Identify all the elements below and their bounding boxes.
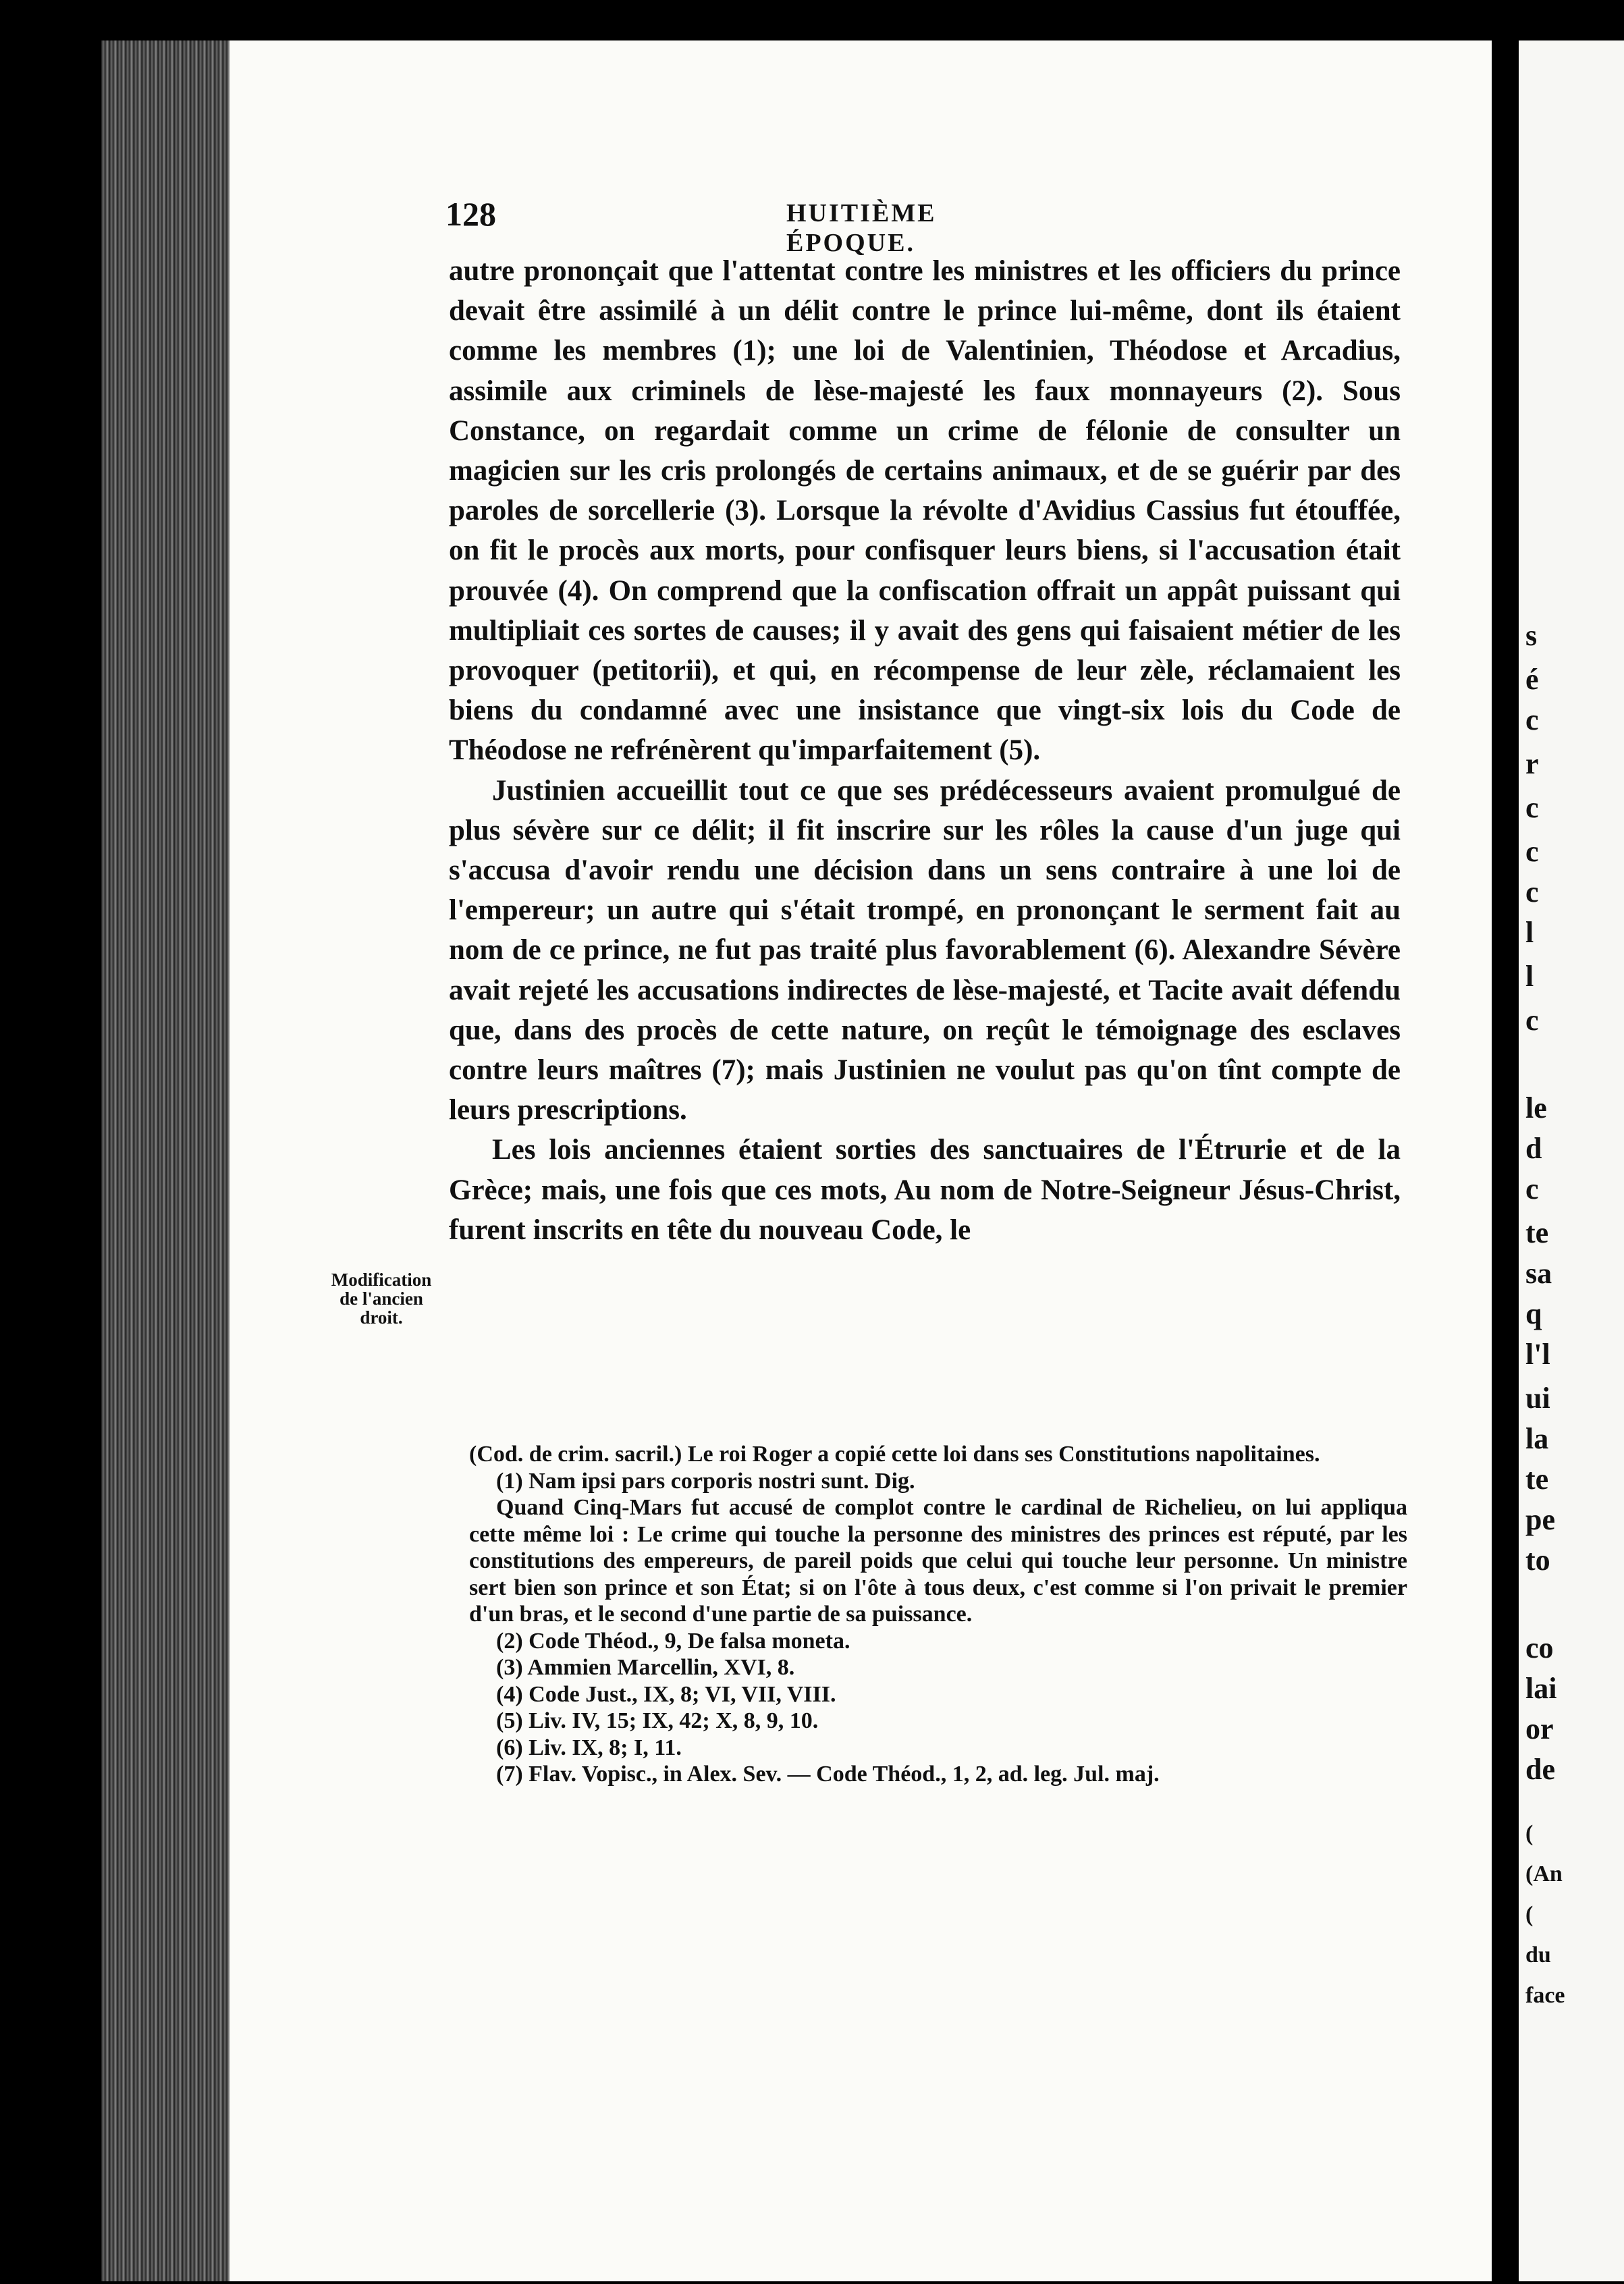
adjacent-page-fragment: q	[1525, 1297, 1542, 1330]
adjacent-page-fragment: l	[1525, 960, 1534, 993]
adjacent-page-fragment: c	[1525, 875, 1539, 908]
adjacent-page-fragment: c	[1525, 791, 1539, 824]
adjacent-page-fragment: co	[1525, 1631, 1554, 1664]
adjacent-page-fragment: c	[1525, 835, 1539, 868]
adjacent-page-fragment: ui	[1525, 1382, 1550, 1415]
footnote: (2) Code Théod., 9, De falsa moneta.	[496, 1628, 850, 1654]
adjacent-page-fragment: pe	[1525, 1503, 1555, 1536]
footnote: (5) Liv. IV, 15; IX, 42; X, 8, 9, 10.	[496, 1708, 819, 1733]
footnote: (1) Nam ipsi pars corporis nostri sunt. Dig.	[496, 1468, 915, 1494]
adjacent-page-fragment: r	[1525, 747, 1539, 780]
adjacent-page-fragment: or	[1525, 1712, 1554, 1745]
adjacent-page-fragment: é	[1525, 663, 1539, 696]
margin-note	[317, 1270, 445, 1327]
adjacent-page-fragment: du	[1525, 1942, 1551, 1967]
adjacent-page-fragment: de	[1525, 1753, 1555, 1786]
adjacent-page-fragment: la	[1525, 1422, 1549, 1455]
running-head: HUITIÈME ÉPOQUE.	[786, 199, 937, 257]
adjacent-page-fragment: l	[1525, 916, 1534, 949]
adjacent-page-fragment: lai	[1525, 1672, 1557, 1705]
body-text	[449, 251, 1401, 1250]
footnote: Quand Cinq-Mars fut accusé de complot contre le cardinal de Richelieu, on lui appliqua cette même loi : Le crime qui touche la personne des ministres des princes est réputé, par les constitutions des empereurs, de pareil poids que celui qui touche leur personne. Un ministre sert bien son prince et son État; si on l'ôte à tous deux, c'est comme si l'on privait le premier d'un bras, et le second d'une partie de sa puissance.	[469, 1495, 1407, 1627]
adjacent-page-fragment: face	[1525, 1983, 1565, 2008]
margin-note-line: de l'ancien	[340, 1288, 423, 1309]
adjacent-page-fragment: le	[1525, 1091, 1547, 1124]
footnote: (7) Flav. Vopisc., in Alex. Sev. — Code Théod., 1, 2, ad. leg. Jul. maj.	[496, 1762, 1160, 1787]
adjacent-page-fragment: sa	[1525, 1257, 1552, 1290]
adjacent-page-fragment: te	[1525, 1216, 1549, 1249]
margin-note-line: droit.	[360, 1307, 403, 1328]
paragraph: Les lois anciennes étaient sorties des sanctuaires de l'Étrurie et de la Grèce; mais, une fois que ces mots, Au nom de Notre-Seigneur Jésus-Christ, furent inscrits en tête du nouveau Code, le	[449, 1134, 1401, 1246]
adjacent-page-fragment: s	[1525, 619, 1538, 652]
adjacent-page-fragment: (	[1525, 1821, 1534, 1846]
adjacent-page-fragment: c	[1525, 1172, 1539, 1205]
footnote: (3) Ammien Marcellin, XVI, 8.	[496, 1655, 795, 1680]
adjacent-page-fragment: d	[1525, 1132, 1542, 1165]
adjacent-page-strip	[1519, 40, 1624, 2281]
footnotes	[469, 1441, 1407, 1788]
page-header	[445, 194, 1053, 257]
paragraph: Justinien accueillit tout ce que ses prédécesseurs avaient promulgué de plus sévère sur ce délit; il fit inscrire sur les rôles la cause d'un juge qui s'accusa d'avoir rendu une décision dans un sens contraire à une loi de l'empereur; un autre qui s'était trompé, en prononçant le serment fait au nom de ce prince, ne fut pas traité plus favorablement (6). Alexandre Sévère avait rejeté les accusations indirectes de lèse-majesté, et Tacite avait défendu que, dans des procès de cette nature, on reçût le témoignage des esclaves contre leurs maîtres (7); mais Justinien ne voulut pas qu'on tînt compte de leurs prescriptions.	[449, 774, 1401, 1126]
footnote: (Cod. de crim. sacril.) Le roi Roger a copié cette loi dans ses Constitutions napolitaines.	[469, 1442, 1320, 1467]
adjacent-page-fragment: to	[1525, 1544, 1550, 1577]
adjacent-page-fragment: te	[1525, 1463, 1549, 1496]
margin-note-line: Modification	[331, 1270, 432, 1290]
footnote: (6) Liv. IX, 8; I, 11.	[496, 1735, 682, 1760]
adjacent-page-fragment: c	[1525, 1004, 1539, 1037]
adjacent-page-fragment: l'l	[1525, 1338, 1550, 1371]
adjacent-page-fragment: c	[1525, 703, 1539, 736]
footnote: (4) Code Just., IX, 8; VI, VII, VIII.	[496, 1681, 836, 1707]
page-edges	[101, 40, 250, 2281]
adjacent-page-fragment: (An	[1525, 1861, 1563, 1886]
page-number: 128	[445, 195, 496, 233]
adjacent-page-fragment: (	[1525, 1902, 1534, 1927]
paragraph: autre prononçait que l'attentat contre les ministres et les officiers du prince devait être assimilé à un délit contre le prince lui-même, dont ils étaient comme les membres (1); une loi de Valentinien, Théodose et Arcadius, assimile aux criminels de lèse-majesté les faux monnayeurs (2). Sous Constance, on regardait comme un crime de félonie de consulter un magicien sur les cris prolongés de certains animaux, et de se guérir par des paroles de sorcellerie (3). Lorsque la révolte d'Avidius Cassius fut étouffée, on fit le procès aux morts, pour confisquer leurs biens, si l'accusation était prouvée (4). On comprend que la confiscation offrait un appât puissant qui multipliait ces sortes de causes; il y avait des gens qui faisaient métier de les provoquer (petitorii), et qui, en récompense de leur zèle, réclamaient les biens du condamné avec une insistance que vingt-six lois du Code de Théodose ne refrénèrent qu'imparfaitement (5).	[449, 255, 1401, 767]
